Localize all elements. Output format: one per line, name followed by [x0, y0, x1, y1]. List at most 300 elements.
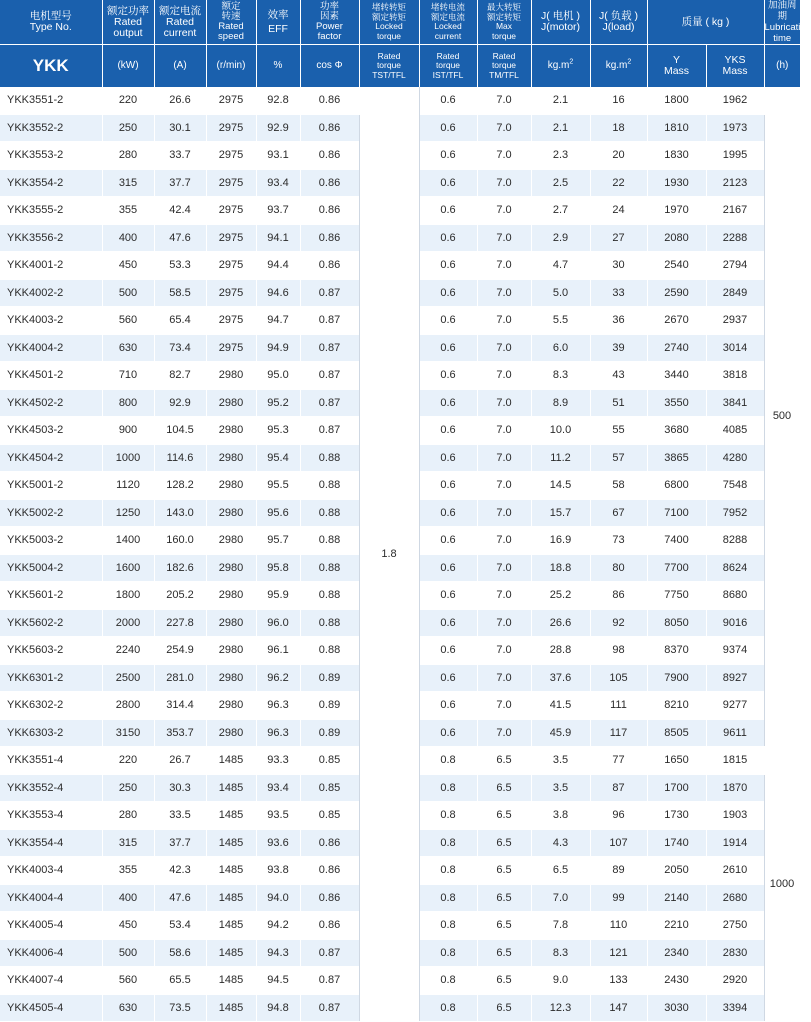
- cell-mt: 6.5: [477, 884, 531, 912]
- cell-pf: 0.89: [300, 719, 359, 747]
- cell-speed: 1485: [206, 884, 256, 912]
- cell-mt: 7.0: [477, 527, 531, 555]
- header-lc-en3: Rated: [436, 50, 460, 61]
- cell-eff: 96.2: [256, 664, 300, 692]
- cell-mt: 7.0: [477, 224, 531, 252]
- cell-type: YKK3555-2: [0, 197, 102, 225]
- cell-pf: 0.88: [300, 637, 359, 665]
- cell-mt: 7.0: [477, 362, 531, 390]
- cell-eff: 93.3: [256, 747, 300, 775]
- cell-jm: 25.2: [531, 582, 590, 610]
- cell-mt: 7.0: [477, 609, 531, 637]
- header-lt-unit: TST/TFL: [372, 69, 406, 80]
- cell-pf: 0.87: [300, 939, 359, 967]
- cell-mt: 7.0: [477, 197, 531, 225]
- cell-mt: 7.0: [477, 307, 531, 335]
- header-jl-unit: [590, 45, 647, 87]
- header-jm-zh: J( 电机 ): [540, 10, 581, 22]
- header-output-unit: (kW): [102, 45, 154, 87]
- header-lc-en2: current: [434, 30, 462, 41]
- header-type-zh: 电机型号: [29, 10, 72, 22]
- cell-locked-torque-merged: 1.8: [359, 87, 419, 1022]
- header-jm-en: J(motor): [540, 21, 581, 33]
- cell-jm: 28.8: [531, 637, 590, 665]
- cell-eff: 95.6: [256, 499, 300, 527]
- cell-speed: 2980: [206, 444, 256, 472]
- cell-lc: 0.6: [419, 169, 477, 197]
- cell-eff: 93.5: [256, 802, 300, 830]
- cell-y: 2430: [647, 967, 706, 995]
- header-speed-unit: (r/min): [206, 45, 256, 87]
- cell-yks: 2937: [706, 307, 764, 335]
- header-mt-unit: TM/TFL: [489, 69, 519, 80]
- cell-yks: 8680: [706, 582, 764, 610]
- cell-type: YKK5001-2: [0, 472, 102, 500]
- cell-yks: 2794: [706, 252, 764, 280]
- cell-jm: 3.5: [531, 774, 590, 802]
- header-lc-zh1: 堵转电流: [430, 2, 465, 12]
- header-lub-en2: time: [773, 33, 792, 44]
- cell-mt: 7.0: [477, 87, 531, 115]
- cell-pf: 0.86: [300, 114, 359, 142]
- cell-lc: 0.8: [419, 747, 477, 775]
- cell-yks: 2123: [706, 169, 764, 197]
- cell-current: 92.9: [154, 389, 206, 417]
- header-lt-en1: Locked: [375, 21, 403, 31]
- cell-current: 53.4: [154, 912, 206, 940]
- cell-current: 42.3: [154, 857, 206, 885]
- cell-output: 630: [102, 334, 154, 362]
- cell-pf: 0.89: [300, 692, 359, 720]
- cell-type: YKK3552-2: [0, 114, 102, 142]
- cell-jl: 133: [590, 967, 647, 995]
- header-speed-en1: Rated: [218, 21, 244, 32]
- header-locked-current: [419, 0, 477, 45]
- header-lc-sub: [419, 45, 477, 87]
- header-mt-en3: Rated: [492, 50, 516, 61]
- cell-output: 250: [102, 774, 154, 802]
- cell-y: 1800: [647, 87, 706, 115]
- cell-lc: 0.6: [419, 582, 477, 610]
- cell-yks: 3818: [706, 362, 764, 390]
- cell-type: YKK5002-2: [0, 499, 102, 527]
- cell-mt: 7.0: [477, 719, 531, 747]
- cell-speed: 2980: [206, 582, 256, 610]
- cell-pf: 0.87: [300, 362, 359, 390]
- cell-speed: 2975: [206, 224, 256, 252]
- cell-jm: 26.6: [531, 609, 590, 637]
- cell-output: 800: [102, 389, 154, 417]
- cell-jl: 58: [590, 472, 647, 500]
- header-jm-unit-text: kg.m: [547, 60, 570, 72]
- cell-y: 1740: [647, 829, 706, 857]
- cell-output: 500: [102, 939, 154, 967]
- cell-jm: 14.5: [531, 472, 590, 500]
- cell-lc: 0.6: [419, 197, 477, 225]
- cell-current: 26.6: [154, 87, 206, 115]
- header-jl-unit-text: kg.m: [605, 60, 628, 72]
- cell-lc: 0.6: [419, 609, 477, 637]
- cell-jm: 3.8: [531, 802, 590, 830]
- series-label: YKK: [32, 55, 69, 75]
- cell-yks: 2167: [706, 197, 764, 225]
- header-lc-en4: torque: [435, 60, 461, 70]
- cell-jl: 105: [590, 664, 647, 692]
- header-mt-zh1: 最大转矩: [486, 2, 521, 12]
- cell-pf: 0.88: [300, 472, 359, 500]
- cell-y: 2080: [647, 224, 706, 252]
- cell-y: 2540: [647, 252, 706, 280]
- header-current-unit: (A): [154, 45, 206, 87]
- cell-mt: 6.5: [477, 747, 531, 775]
- cell-type: YKK4003-4: [0, 857, 102, 885]
- cell-speed: 2980: [206, 664, 256, 692]
- cell-current: 47.6: [154, 224, 206, 252]
- cell-y: 7100: [647, 499, 706, 527]
- header-eff-zh: 效率: [267, 8, 289, 21]
- header-j-motor: [531, 0, 590, 45]
- cell-jl: 16: [590, 87, 647, 115]
- cell-eff: 95.3: [256, 417, 300, 445]
- header-speed-zh1: 额定: [221, 1, 241, 12]
- cell-pf: 0.86: [300, 912, 359, 940]
- cell-lubrication-4pole: 1000: [764, 747, 800, 1022]
- cell-yks: 7952: [706, 499, 764, 527]
- cell-current: 30.1: [154, 114, 206, 142]
- cell-speed: 2980: [206, 609, 256, 637]
- cell-y: 2050: [647, 857, 706, 885]
- cell-yks: 8927: [706, 664, 764, 692]
- header-jm-unit: [531, 45, 590, 87]
- cell-speed: 2980: [206, 692, 256, 720]
- cell-jl: 107: [590, 829, 647, 857]
- cell-mt: 7.0: [477, 279, 531, 307]
- cell-jl: 89: [590, 857, 647, 885]
- cell-eff: 94.7: [256, 307, 300, 335]
- header-mt-sub: [477, 45, 531, 87]
- cell-mt: 7.0: [477, 142, 531, 170]
- cell-lc: 0.8: [419, 967, 477, 995]
- cell-jl: 92: [590, 609, 647, 637]
- cell-pf: 0.88: [300, 609, 359, 637]
- cell-speed: 2975: [206, 279, 256, 307]
- cell-jm: 12.3: [531, 994, 590, 1022]
- cell-type: YKK4503-2: [0, 417, 102, 445]
- cell-output: 1400: [102, 527, 154, 555]
- cell-lc: 0.6: [419, 142, 477, 170]
- cell-jm: 18.8: [531, 554, 590, 582]
- cell-eff: 92.9: [256, 114, 300, 142]
- cell-yks: 3014: [706, 334, 764, 362]
- cell-speed: 2975: [206, 87, 256, 115]
- cell-type: YKK4006-4: [0, 939, 102, 967]
- cell-yks: 8624: [706, 554, 764, 582]
- cell-mt: 7.0: [477, 499, 531, 527]
- cell-type: YKK4502-2: [0, 389, 102, 417]
- cell-type: YKK4003-2: [0, 307, 102, 335]
- cell-current: 114.6: [154, 444, 206, 472]
- cell-jm: 7.0: [531, 884, 590, 912]
- cell-current: 205.2: [154, 582, 206, 610]
- cell-type: YKK6301-2: [0, 664, 102, 692]
- cell-output: 355: [102, 197, 154, 225]
- cell-jm: 4.3: [531, 829, 590, 857]
- cell-mt: 7.0: [477, 664, 531, 692]
- cell-y: 1730: [647, 802, 706, 830]
- cell-lc: 0.8: [419, 939, 477, 967]
- cell-jm: 2.1: [531, 87, 590, 115]
- cell-yks: 9374: [706, 637, 764, 665]
- cell-output: 2500: [102, 664, 154, 692]
- cell-pf: 0.88: [300, 582, 359, 610]
- cell-eff: 93.7: [256, 197, 300, 225]
- cell-lc: 0.8: [419, 802, 477, 830]
- cell-y: 3680: [647, 417, 706, 445]
- cell-y: 6800: [647, 472, 706, 500]
- cell-type: YKK4002-2: [0, 279, 102, 307]
- cell-output: 280: [102, 802, 154, 830]
- cell-mt: 6.5: [477, 774, 531, 802]
- cell-jl: 24: [590, 197, 647, 225]
- cell-yks: 1973: [706, 114, 764, 142]
- cell-speed: 2975: [206, 114, 256, 142]
- cell-pf: 0.86: [300, 829, 359, 857]
- cell-jl: 55: [590, 417, 647, 445]
- cell-y: 7400: [647, 527, 706, 555]
- cell-speed: 2980: [206, 472, 256, 500]
- header-mt-en2: torque: [491, 30, 517, 41]
- cell-output: 2000: [102, 609, 154, 637]
- cell-y: 3030: [647, 994, 706, 1022]
- cell-yks: 2920: [706, 967, 764, 995]
- cell-output: 315: [102, 829, 154, 857]
- cell-jl: 43: [590, 362, 647, 390]
- cell-type: YKK4004-2: [0, 334, 102, 362]
- header-pf-en1: Power: [316, 21, 343, 32]
- cell-pf: 0.85: [300, 802, 359, 830]
- cell-current: 353.7: [154, 719, 206, 747]
- cell-yks: 1903: [706, 802, 764, 830]
- cell-pf: 0.86: [300, 197, 359, 225]
- cell-speed: 2980: [206, 389, 256, 417]
- cell-eff: 94.5: [256, 967, 300, 995]
- cell-lc: 0.6: [419, 527, 477, 555]
- cell-output: 630: [102, 994, 154, 1022]
- cell-pf: 0.86: [300, 142, 359, 170]
- header-locked-torque: [359, 0, 419, 45]
- cell-yks: 4085: [706, 417, 764, 445]
- cell-lc: 0.6: [419, 307, 477, 335]
- cell-eff: 95.2: [256, 389, 300, 417]
- header-output-en1: Rated: [113, 15, 143, 28]
- cell-current: 30.3: [154, 774, 206, 802]
- cell-current: 65.5: [154, 967, 206, 995]
- cell-jm: 5.0: [531, 279, 590, 307]
- cell-output: 900: [102, 417, 154, 445]
- cell-lc: 0.6: [419, 362, 477, 390]
- header-mt-en1: Max: [495, 21, 513, 31]
- cell-jl: 57: [590, 444, 647, 472]
- cell-speed: 2980: [206, 554, 256, 582]
- cell-jm: 8.9: [531, 389, 590, 417]
- cell-type: YKK4505-4: [0, 994, 102, 1022]
- cell-speed: 2980: [206, 417, 256, 445]
- cell-output: 450: [102, 912, 154, 940]
- cell-output: 500: [102, 279, 154, 307]
- cell-eff: 93.6: [256, 829, 300, 857]
- cell-type: YKK3554-4: [0, 829, 102, 857]
- cell-lubrication-2pole: 500: [764, 87, 800, 747]
- cell-output: 220: [102, 747, 154, 775]
- cell-jm: 8.3: [531, 362, 590, 390]
- cell-output: 1120: [102, 472, 154, 500]
- header-lub-unit: (h): [764, 45, 800, 87]
- cell-pf: 0.87: [300, 417, 359, 445]
- cell-speed: 1485: [206, 829, 256, 857]
- cell-eff: 92.8: [256, 87, 300, 115]
- cell-mt: 7.0: [477, 169, 531, 197]
- cell-eff: 96.3: [256, 692, 300, 720]
- cell-y: 8210: [647, 692, 706, 720]
- cell-mt: 7.0: [477, 417, 531, 445]
- cell-pf: 0.87: [300, 967, 359, 995]
- cell-y: 2670: [647, 307, 706, 335]
- header-eff-unit: %: [256, 45, 300, 87]
- cell-y: 7750: [647, 582, 706, 610]
- cell-speed: 1485: [206, 857, 256, 885]
- cell-speed: 1485: [206, 939, 256, 967]
- cell-yks: 9611: [706, 719, 764, 747]
- cell-jm: 6.5: [531, 857, 590, 885]
- cell-speed: 2980: [206, 362, 256, 390]
- header-mt-en4: torque: [491, 60, 517, 70]
- header-mass-y1: Y: [672, 53, 680, 66]
- cell-jm: 2.3: [531, 142, 590, 170]
- cell-jl: 67: [590, 499, 647, 527]
- cell-type: YKK5601-2: [0, 582, 102, 610]
- cell-eff: 96.3: [256, 719, 300, 747]
- header-pf: [300, 0, 359, 45]
- header-lt-sub: [359, 45, 419, 87]
- cell-current: 47.6: [154, 884, 206, 912]
- cell-lc: 0.6: [419, 224, 477, 252]
- cell-mt: 6.5: [477, 857, 531, 885]
- cell-speed: 2975: [206, 334, 256, 362]
- cell-jm: 15.7: [531, 499, 590, 527]
- cell-type: YKK3553-2: [0, 142, 102, 170]
- cell-current: 37.7: [154, 169, 206, 197]
- cell-lc: 0.8: [419, 774, 477, 802]
- cell-current: 65.4: [154, 307, 206, 335]
- cell-mt: 7.0: [477, 114, 531, 142]
- cell-lc: 0.6: [419, 637, 477, 665]
- cell-jm: 41.5: [531, 692, 590, 720]
- cell-lc: 0.6: [419, 719, 477, 747]
- cell-lc: 0.8: [419, 884, 477, 912]
- cell-y: 7900: [647, 664, 706, 692]
- cell-pf: 0.86: [300, 857, 359, 885]
- cell-current: 53.3: [154, 252, 206, 280]
- cell-jl: 77: [590, 747, 647, 775]
- cell-y: 3550: [647, 389, 706, 417]
- cell-mt: 7.0: [477, 334, 531, 362]
- cell-eff: 96.0: [256, 609, 300, 637]
- header-current-zh: 额定电流: [159, 4, 201, 17]
- cell-output: 220: [102, 87, 154, 115]
- cell-current: 128.2: [154, 472, 206, 500]
- cell-jm: 8.3: [531, 939, 590, 967]
- cell-yks: 2750: [706, 912, 764, 940]
- cell-jm: 37.6: [531, 664, 590, 692]
- cell-eff: 93.4: [256, 169, 300, 197]
- header-speed: [206, 0, 256, 45]
- cell-output: 2800: [102, 692, 154, 720]
- header-lt-en3: Rated: [377, 50, 401, 61]
- cell-pf: 0.88: [300, 499, 359, 527]
- cell-speed: 2975: [206, 307, 256, 335]
- cell-current: 26.7: [154, 747, 206, 775]
- cell-current: 42.4: [154, 197, 206, 225]
- cell-type: YKK3553-4: [0, 802, 102, 830]
- cell-y: 1830: [647, 142, 706, 170]
- cell-current: 160.0: [154, 527, 206, 555]
- cell-lc: 0.6: [419, 389, 477, 417]
- cell-current: 104.5: [154, 417, 206, 445]
- cell-type: YKK4007-4: [0, 967, 102, 995]
- cell-jm: 2.9: [531, 224, 590, 252]
- cell-current: 73.4: [154, 334, 206, 362]
- cell-y: 2210: [647, 912, 706, 940]
- cell-speed: 2975: [206, 252, 256, 280]
- cell-output: 400: [102, 884, 154, 912]
- header-lt-zh1: 堵转转矩: [371, 2, 406, 12]
- cell-output: 1250: [102, 499, 154, 527]
- cell-yks: 1995: [706, 142, 764, 170]
- cell-pf: 0.87: [300, 334, 359, 362]
- cell-yks: 2849: [706, 279, 764, 307]
- cell-pf: 0.87: [300, 279, 359, 307]
- table-row: [0, 87, 800, 115]
- cell-lc: 0.8: [419, 857, 477, 885]
- cell-speed: 2975: [206, 169, 256, 197]
- header-type-en: Type No.: [29, 21, 72, 33]
- header-mass-y: [647, 45, 706, 87]
- cell-pf: 0.86: [300, 224, 359, 252]
- header-lt-zh2: 额定转矩: [371, 11, 406, 22]
- cell-type: YKK4501-2: [0, 362, 102, 390]
- cell-speed: 2980: [206, 527, 256, 555]
- cell-speed: 1485: [206, 802, 256, 830]
- cell-lc: 0.6: [419, 499, 477, 527]
- cell-type: YKK5004-2: [0, 554, 102, 582]
- cell-jm: 2.1: [531, 114, 590, 142]
- cell-output: 2240: [102, 637, 154, 665]
- header-lc-en1: Locked: [434, 21, 462, 31]
- cell-lc: 0.6: [419, 279, 477, 307]
- cell-output: 280: [102, 142, 154, 170]
- cell-current: 182.6: [154, 554, 206, 582]
- cell-mt: 7.0: [477, 692, 531, 720]
- cell-output: 3150: [102, 719, 154, 747]
- cell-lc: 0.6: [419, 87, 477, 115]
- cell-jl: 30: [590, 252, 647, 280]
- cell-jm: 9.0: [531, 967, 590, 995]
- table-header: [0, 0, 811, 87]
- cell-eff: 95.8: [256, 554, 300, 582]
- header-lub-zh: 加油周期: [767, 0, 797, 22]
- cell-jm: 3.5: [531, 747, 590, 775]
- cell-jl: 73: [590, 527, 647, 555]
